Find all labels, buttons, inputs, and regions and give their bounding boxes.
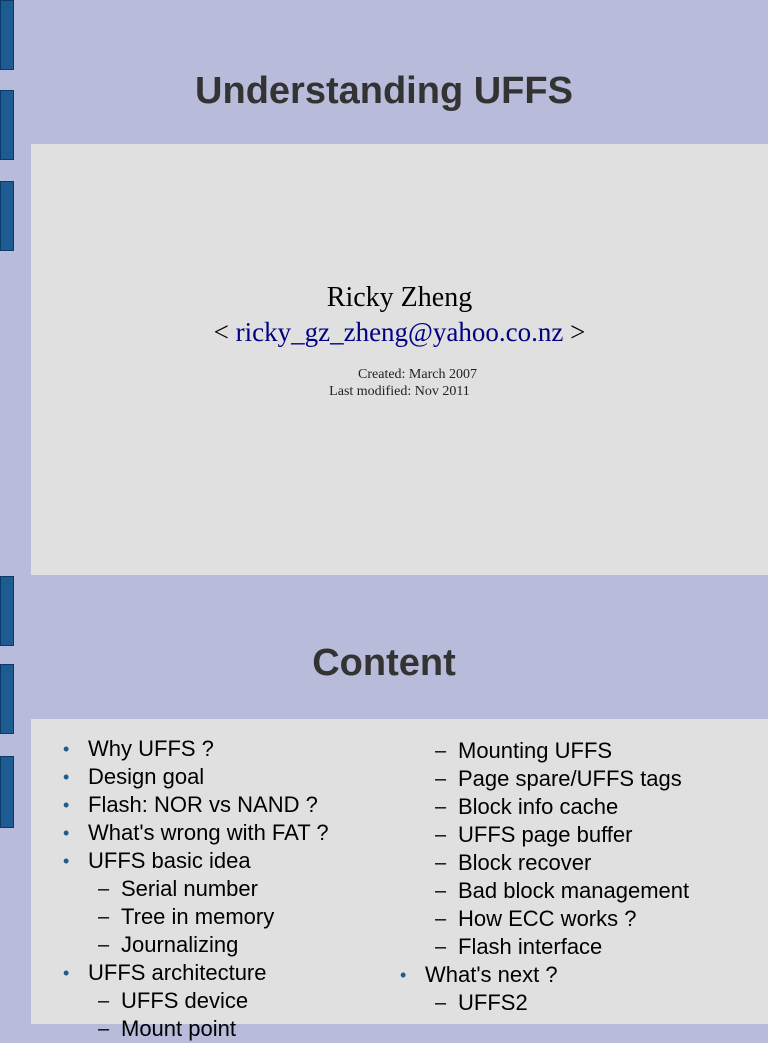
list-item	[400, 849, 689, 877]
list-item-text: Journalizing	[121, 932, 239, 957]
list-item-text: Why UFFS ?	[88, 736, 214, 761]
bullet-dash: –	[98, 934, 110, 956]
bullet-dash: –	[435, 992, 447, 1014]
slide-title: Understanding UFFS	[195, 70, 573, 112]
list-item	[400, 793, 689, 821]
slide-side-tab	[0, 576, 14, 646]
email-close-bracket: >	[563, 317, 586, 347]
slide-side-tab	[0, 756, 14, 828]
email-open-bracket: <	[213, 317, 236, 347]
list-item-text: Flash interface	[458, 934, 603, 959]
list-item	[61, 903, 329, 931]
list-item	[61, 987, 329, 1015]
list-item	[400, 933, 689, 961]
slide-side-tab	[0, 0, 14, 70]
list-item-text: Mount point	[121, 1016, 236, 1041]
slide-content-panel	[31, 719, 768, 1041]
author-name: Ricky Zheng	[326, 282, 473, 313]
list-item-text: Mounting UFFS	[458, 738, 613, 763]
list-item-text: UFFS2	[458, 990, 528, 1015]
list-item-text: Serial number	[121, 876, 258, 901]
slide-side-tab	[0, 181, 14, 251]
list-item-text: Tree in memory	[121, 904, 275, 929]
bullet-dash: –	[435, 936, 447, 958]
bullet-dash: –	[98, 990, 110, 1012]
author-email-line	[31, 317, 768, 348]
bullet-dash: –	[98, 878, 110, 900]
list-item-text: What's next ?	[425, 962, 558, 987]
slide-content-panel	[31, 144, 768, 575]
contents-list-left	[61, 735, 329, 1043]
bullet-dot: •	[63, 851, 70, 871]
list-item	[400, 877, 689, 905]
list-item	[61, 959, 329, 987]
list-item	[400, 905, 689, 933]
list-item-text: Block info cache	[458, 794, 619, 819]
author-email-link[interactable]: ricky_gz_zheng@yahoo.co.nz	[235, 317, 564, 347]
list-item-text: UFFS architecture	[88, 960, 267, 985]
bullet-dash: –	[98, 906, 110, 928]
list-item	[400, 821, 689, 849]
bullet-dash: –	[98, 1018, 110, 1040]
list-item-text: UFFS basic idea	[88, 848, 251, 873]
list-item	[61, 931, 329, 959]
bullet-dash: –	[435, 740, 447, 762]
list-item-text: UFFS device	[121, 988, 249, 1013]
bullet-dash: –	[435, 880, 447, 902]
list-item-text: Page spare/UFFS tags	[458, 766, 682, 791]
list-item	[61, 1015, 329, 1043]
bullet-dash: –	[435, 824, 447, 846]
list-item	[61, 819, 329, 847]
list-item	[61, 875, 329, 903]
bullet-dash: –	[435, 796, 447, 818]
bullet-dash: –	[435, 768, 447, 790]
bullet-dot: •	[63, 795, 70, 815]
list-item-text: How ECC works ?	[458, 906, 637, 931]
bullet-dot: •	[400, 965, 407, 985]
list-item	[400, 737, 689, 765]
bullet-dash: –	[435, 852, 447, 874]
created-date: Created: March 2007	[358, 367, 477, 382]
list-item	[400, 961, 689, 989]
list-item	[400, 765, 689, 793]
bullet-dash: –	[435, 908, 447, 930]
bullet-dot: •	[63, 823, 70, 843]
bullet-dot: •	[63, 963, 70, 983]
list-item	[61, 763, 329, 791]
contents-list-right	[400, 737, 689, 1017]
list-item-text: Block recover	[458, 850, 592, 875]
modified-date: Last modified: Nov 2011	[329, 384, 470, 399]
list-item-text: Design goal	[88, 764, 205, 789]
list-item-text: Flash: NOR vs NAND ?	[88, 792, 318, 817]
list-item	[400, 989, 689, 1017]
list-item-text: Bad block management	[458, 878, 690, 903]
list-item	[61, 791, 329, 819]
slide-content-list	[0, 576, 768, 1041]
list-item-text: What's wrong with FAT ?	[88, 820, 329, 845]
list-item	[61, 735, 329, 763]
list-item	[61, 847, 329, 875]
list-item-text: UFFS page buffer	[458, 822, 633, 847]
slide-title: Content	[312, 642, 456, 684]
bullet-dot: •	[63, 767, 70, 787]
bullet-dot: •	[63, 739, 70, 759]
